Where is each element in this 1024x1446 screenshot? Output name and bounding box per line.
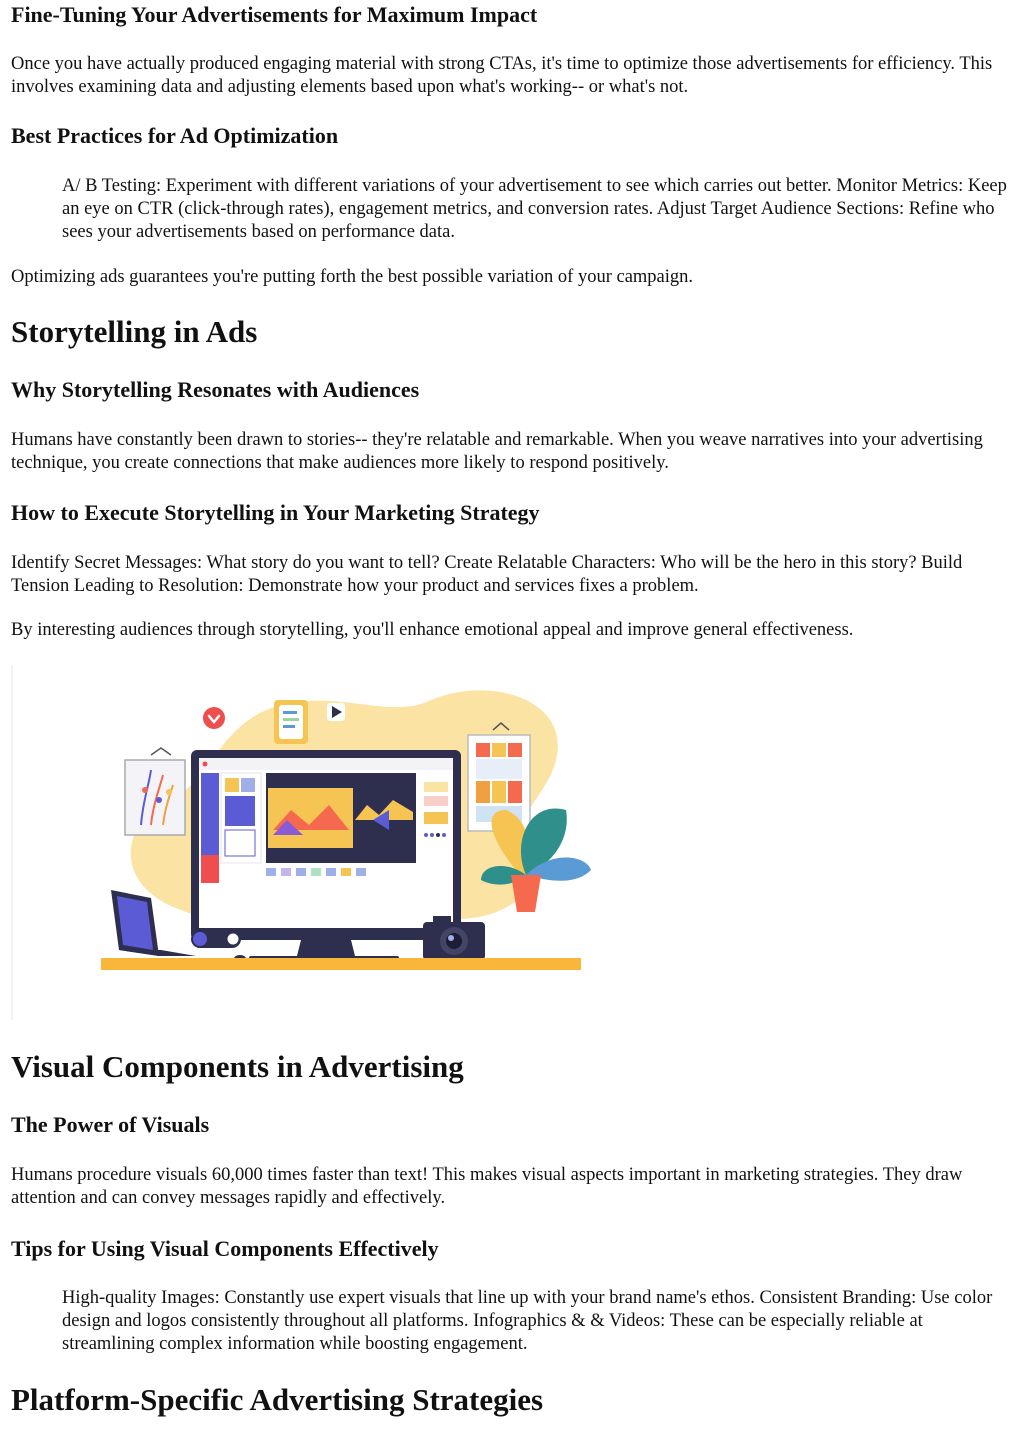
paragraph-power-of-visuals: Humans procedure visuals 60,000 times faster than text! This makes visual aspects important in marketing strategies. They draw attention and can convey messages rapidly and effectively. bbox=[11, 1165, 963, 1208]
tips-list: High-quality Images: Constantly use expert visuals that line up with your brand name's ethos. Consistent Branding: Use color design and logos consistently throughout all platforms. Infographics & & Videos: These can be especially reliable at streamlining complex information while boosting engagement. bbox=[62, 1288, 993, 1354]
paragraph-how-to-storytelling: Identify Secret Messages: What story do you want to tell? Create Relatable Characters: Who will be the hero in this story? Build Tension Leading to Resolution: Demonstrate how your product and services fixes a problem. bbox=[11, 553, 963, 596]
heading-best-practices: Best Practices for Ad Optimization bbox=[11, 123, 339, 148]
heading-why-storytelling: Why Storytelling Resonates with Audiences bbox=[11, 377, 420, 402]
paragraph-storytelling-conclusion: By interesting audiences through storytelling, you'll enhance emotional appeal and improve general effectiveness. bbox=[11, 620, 854, 640]
paragraph-optimizing-conclusion: Optimizing ads guarantees you're putting forth the best possible variation of your campaign. bbox=[11, 267, 694, 287]
heading-platform-specific: Platform-Specific Advertising Strategies bbox=[11, 1382, 544, 1417]
best-practices-list: A/ B Testing: Experiment with different variations of your advertisement to see which carries out better. Monitor Metrics: Keep an eye on CTR (click-through rates), engagement metrics, and conversion rates. Adjust Target Audience Sections: Refine who sees your advertisements based on performance data. bbox=[62, 176, 1007, 242]
heart-badge-icon bbox=[203, 707, 225, 729]
heading-visual-components: Visual Components in Advertising bbox=[11, 1049, 464, 1084]
speaker-device bbox=[191, 930, 241, 948]
heading-storytelling: Storytelling in Ads bbox=[11, 314, 258, 349]
wall-poster-left bbox=[125, 748, 185, 835]
camera bbox=[423, 916, 485, 960]
heading-how-to-storytelling: How to Execute Storytelling in Your Marketing Strategy bbox=[11, 500, 540, 525]
marketing-illustration bbox=[11, 660, 611, 1025]
paragraph-why-storytelling: Humans have constantly been drawn to stories-- they're relatable and remarkable. When you weave narratives into your advertising technique, you create connections that make audiences more likely to respond positively. bbox=[11, 430, 983, 473]
heading-tips-visual: Tips for Using Visual Components Effectively bbox=[11, 1236, 439, 1261]
paragraph-fine-tuning-intro: Once you have actually produced engaging material with strong CTAs, it's time to optimize those advertisements for efficiency. This involves examining data and adjusting elements based upon what's working-- or what's not. bbox=[11, 54, 993, 97]
desk bbox=[101, 958, 581, 970]
heading-fine-tuning: Fine-Tuning Your Advertisements for Maximum Impact bbox=[11, 2, 538, 27]
monitor bbox=[191, 750, 461, 960]
heading-power-of-visuals: The Power of Visuals bbox=[11, 1112, 210, 1137]
chat-card-icon bbox=[274, 700, 308, 744]
play-icon bbox=[327, 703, 345, 721]
